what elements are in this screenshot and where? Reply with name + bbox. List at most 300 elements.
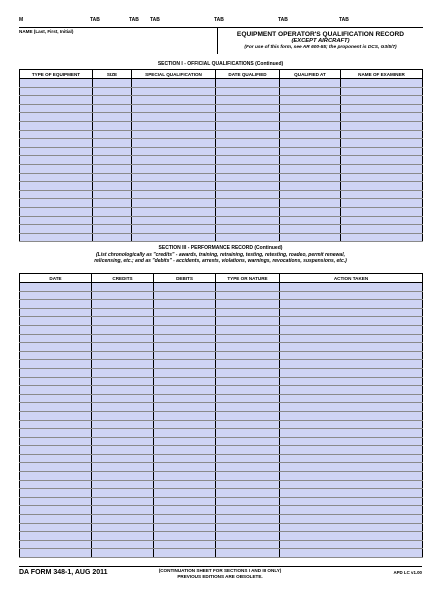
entry-cell[interactable] [132,121,216,130]
table-row [20,506,423,515]
entry-cell[interactable] [132,182,216,191]
entry-cell[interactable] [20,343,92,352]
entry-cell[interactable] [216,446,280,455]
entry-cell[interactable] [92,283,154,292]
entry-cell[interactable] [280,446,423,455]
entry-cell[interactable] [280,489,423,498]
entry-cell[interactable] [92,308,154,317]
entry-cell[interactable] [341,164,423,173]
entry-cell[interactable] [92,523,154,532]
entry-cell[interactable] [20,147,93,156]
entry-cell[interactable] [20,199,93,208]
table-row [20,96,423,105]
entry-cell[interactable] [280,360,423,369]
entry-cell[interactable] [154,523,216,532]
entry-cell[interactable] [341,79,423,88]
table-row [20,480,423,489]
entry-cell[interactable] [216,429,280,438]
entry-cell[interactable] [92,386,154,395]
entry-cell[interactable] [280,130,341,139]
entry-cell[interactable] [280,104,341,113]
entry-cell[interactable] [216,96,280,105]
entry-cell[interactable] [93,130,132,139]
entry-cell[interactable] [92,351,154,360]
entry-cell[interactable] [20,190,93,199]
entry-cell[interactable] [154,506,216,515]
entry-cell[interactable] [280,437,423,446]
entry-cell[interactable] [216,532,280,541]
entry-cell[interactable] [92,549,154,558]
entry-cell[interactable] [20,233,93,242]
entry-cell[interactable] [216,506,280,515]
entry-cell[interactable] [20,480,92,489]
entry-cell[interactable] [280,420,423,429]
entry-cell[interactable] [280,216,341,225]
entry-cell[interactable] [280,403,423,412]
entry-cell[interactable] [93,173,132,182]
entry-cell[interactable] [154,377,216,386]
entry-cell[interactable] [280,283,423,292]
section-3-heading [19,245,422,265]
entry-cell[interactable] [154,480,216,489]
entry-cell[interactable] [280,113,341,122]
entry-cell[interactable] [92,506,154,515]
entry-cell[interactable] [20,173,93,182]
entry-cell[interactable] [216,420,280,429]
entry-cell[interactable] [216,515,280,524]
entry-cell[interactable] [216,156,280,165]
entry-cell[interactable] [280,343,423,352]
entry-cell[interactable] [341,216,423,225]
entry-cell[interactable] [154,472,216,481]
entry-cell[interactable] [92,497,154,506]
entry-cell[interactable] [154,343,216,352]
entry-cell[interactable] [216,225,280,234]
entry-cell[interactable] [154,515,216,524]
entry-cell[interactable] [216,386,280,395]
entry-cell[interactable] [216,403,280,412]
entry-cell[interactable] [20,207,93,216]
entry-cell[interactable] [20,182,93,191]
entry-cell[interactable] [154,308,216,317]
entry-cell[interactable] [154,454,216,463]
entry-cell[interactable] [92,429,154,438]
entry-cell[interactable] [154,420,216,429]
entry-cell[interactable] [154,437,216,446]
entry-cell[interactable] [132,190,216,199]
entry-cell[interactable] [280,233,341,242]
entry-cell[interactable] [20,130,93,139]
entry-cell[interactable] [20,325,92,334]
entry-cell[interactable] [93,233,132,242]
entry-cell[interactable] [216,121,280,130]
table-row [20,411,423,420]
entry-cell[interactable] [216,199,280,208]
entry-cell[interactable] [154,351,216,360]
entry-cell[interactable] [341,173,423,182]
entry-cell[interactable] [93,104,132,113]
entry-cell[interactable] [20,446,92,455]
entry-cell[interactable] [280,506,423,515]
entry-cell[interactable] [216,343,280,352]
entry-cell[interactable] [20,386,92,395]
entry-cell[interactable] [280,291,423,300]
entry-cell[interactable] [341,233,423,242]
entry-cell[interactable] [341,147,423,156]
entry-cell[interactable] [216,480,280,489]
table-row [20,79,423,88]
entry-cell[interactable] [20,437,92,446]
entry-cell[interactable] [92,489,154,498]
entry-cell[interactable] [341,96,423,105]
entry-cell[interactable] [20,394,92,403]
entry-cell[interactable] [20,368,92,377]
entry-cell[interactable] [341,199,423,208]
entry-cell[interactable] [280,394,423,403]
entry-cell[interactable] [280,351,423,360]
entry-cell[interactable] [280,480,423,489]
entry-cell[interactable] [20,403,92,412]
entry-cell[interactable] [216,216,280,225]
entry-cell[interactable] [92,411,154,420]
entry-cell[interactable] [154,283,216,292]
entry-cell[interactable] [216,130,280,139]
entry-cell[interactable] [93,79,132,88]
entry-cell[interactable] [154,291,216,300]
entry-cell[interactable] [280,147,341,156]
entry-cell[interactable] [280,308,423,317]
entry-cell[interactable] [154,411,216,420]
entry-cell[interactable] [341,156,423,165]
entry-cell[interactable] [92,291,154,300]
entry-cell[interactable] [154,386,216,395]
entry-cell[interactable] [20,420,92,429]
entry-cell[interactable] [154,368,216,377]
entry-cell[interactable] [20,317,92,326]
entry-cell[interactable] [154,489,216,498]
entry-cell[interactable] [132,233,216,242]
entry-cell[interactable] [341,207,423,216]
entry-cell[interactable] [341,113,423,122]
entry-cell[interactable] [280,523,423,532]
entry-cell[interactable] [20,506,92,515]
entry-cell[interactable] [341,190,423,199]
entry-cell[interactable] [20,139,93,148]
entry-cell[interactable] [280,139,341,148]
entry-cell[interactable] [92,300,154,309]
entry-cell[interactable] [154,429,216,438]
table-row [20,368,423,377]
entry-cell[interactable] [280,300,423,309]
entry-cell[interactable] [20,79,93,88]
entry-cell[interactable] [132,156,216,165]
entry-cell[interactable] [93,96,132,105]
entry-cell[interactable] [20,532,92,541]
entry-cell[interactable] [20,225,93,234]
entry-cell[interactable] [92,540,154,549]
table-row [20,540,423,549]
entry-cell[interactable] [20,540,92,549]
entry-cell[interactable] [20,334,92,343]
entry-cell[interactable] [132,173,216,182]
entry-cell[interactable] [216,207,280,216]
entry-cell[interactable] [132,164,216,173]
entry-cell[interactable] [20,300,92,309]
entry-cell[interactable] [20,472,92,481]
entry-cell[interactable] [92,403,154,412]
entry-cell[interactable] [93,207,132,216]
entry-cell[interactable] [280,515,423,524]
entry-cell[interactable] [280,173,341,182]
entry-cell[interactable] [216,190,280,199]
footer-rule [19,566,422,567]
entry-cell[interactable] [93,216,132,225]
entry-cell[interactable] [280,532,423,541]
entry-cell[interactable] [132,130,216,139]
entry-cell[interactable] [216,164,280,173]
entry-cell[interactable] [280,411,423,420]
entry-cell[interactable] [132,199,216,208]
table-row [20,394,423,403]
section-3-instructions-line-2: relicensing, etc.; and as "debits" - accidents, arrests, violations, warnings, revocations, suspensions, etc.) [94,258,347,264]
entry-cell[interactable] [92,334,154,343]
entry-cell[interactable] [280,334,423,343]
entry-cell[interactable] [20,351,92,360]
form-number: DA FORM 348-1, AUG 2011 [19,569,108,576]
entry-cell[interactable] [216,368,280,377]
section-3-instructions-line-1: (List chronologically as "credits" - awards, training, retraining, testing, retesting, roadeo, permit renewal, [96,251,345,258]
entry-cell[interactable] [154,549,216,558]
entry-cell[interactable] [280,87,341,96]
table-row [20,377,423,386]
entry-cell[interactable] [216,549,280,558]
entry-cell[interactable] [93,87,132,96]
entry-cell[interactable] [154,497,216,506]
entry-cell[interactable] [216,325,280,334]
entry-cell[interactable] [154,325,216,334]
entry-cell[interactable] [20,523,92,532]
entry-cell[interactable] [92,343,154,352]
entry-cell[interactable] [132,147,216,156]
entry-cell[interactable] [154,360,216,369]
entry-cell[interactable] [280,164,341,173]
entry-cell[interactable] [280,540,423,549]
entry-cell[interactable] [92,437,154,446]
column-header: TYPE OR NATURE [216,274,280,283]
entry-cell[interactable] [132,79,216,88]
entry-cell[interactable] [20,291,92,300]
entry-cell[interactable] [20,113,93,122]
entry-cell[interactable] [280,497,423,506]
entry-cell[interactable] [280,463,423,472]
entry-cell[interactable] [280,317,423,326]
table-row [20,420,423,429]
entry-cell[interactable] [20,308,92,317]
table-row [20,182,423,191]
table-row [20,523,423,532]
entry-cell[interactable] [280,182,341,191]
entry-cell[interactable] [92,515,154,524]
table-row [20,454,423,463]
entry-cell[interactable] [280,472,423,481]
entry-cell[interactable] [20,411,92,420]
column-header: NAME OF EXAMINER [341,70,423,79]
entry-cell[interactable] [341,225,423,234]
entry-cell[interactable] [154,403,216,412]
entry-cell[interactable] [132,139,216,148]
entry-cell[interactable] [216,472,280,481]
entry-cell[interactable] [20,497,92,506]
entry-cell[interactable] [92,472,154,481]
entry-cell[interactable] [216,300,280,309]
entry-cell[interactable] [341,182,423,191]
entry-cell[interactable] [216,489,280,498]
entry-cell[interactable] [216,437,280,446]
entry-cell[interactable] [20,87,93,96]
entry-cell[interactable] [216,147,280,156]
entry-cell[interactable] [132,225,216,234]
table-row [20,489,423,498]
entry-cell[interactable] [92,454,154,463]
entry-cell[interactable] [92,463,154,472]
entry-cell[interactable] [20,429,92,438]
entry-cell[interactable] [92,360,154,369]
entry-cell[interactable] [20,216,93,225]
table-row [20,317,423,326]
entry-cell[interactable] [92,317,154,326]
entry-cell[interactable] [20,463,92,472]
entry-cell[interactable] [93,139,132,148]
entry-cell[interactable] [93,190,132,199]
table-row [20,497,423,506]
entry-cell[interactable] [216,283,280,292]
entry-cell[interactable] [341,104,423,113]
entry-cell[interactable] [132,216,216,225]
entry-cell[interactable] [93,156,132,165]
entry-cell[interactable] [280,368,423,377]
entry-cell[interactable] [280,79,341,88]
entry-cell[interactable] [132,207,216,216]
entry-cell[interactable] [93,121,132,130]
entry-cell[interactable] [280,377,423,386]
entry-cell[interactable] [216,411,280,420]
entry-cell[interactable] [216,233,280,242]
entry-cell[interactable] [92,532,154,541]
entry-cell[interactable] [20,360,92,369]
entry-cell[interactable] [280,156,341,165]
entry-cell[interactable] [216,540,280,549]
entry-cell[interactable] [132,96,216,105]
entry-cell[interactable] [154,394,216,403]
entry-cell[interactable] [216,334,280,343]
entry-cell[interactable] [20,96,93,105]
entry-cell[interactable] [280,454,423,463]
entry-cell[interactable] [93,182,132,191]
entry-cell[interactable] [92,394,154,403]
entry-cell[interactable] [280,429,423,438]
entry-cell[interactable] [280,121,341,130]
entry-cell[interactable] [20,489,92,498]
entry-cell[interactable] [154,446,216,455]
entry-cell[interactable] [216,463,280,472]
entry-cell[interactable] [93,199,132,208]
entry-cell[interactable] [216,394,280,403]
entry-cell[interactable] [280,96,341,105]
entry-cell[interactable] [280,325,423,334]
entry-cell[interactable] [132,104,216,113]
entry-cell[interactable] [20,283,92,292]
entry-cell[interactable] [216,182,280,191]
entry-cell[interactable] [216,454,280,463]
entry-cell[interactable] [280,549,423,558]
entry-cell[interactable] [93,147,132,156]
entry-cell[interactable] [280,386,423,395]
entry-cell[interactable] [216,173,280,182]
entry-cell[interactable] [216,360,280,369]
entry-cell[interactable] [20,377,92,386]
entry-cell[interactable] [132,87,216,96]
entry-cell[interactable] [341,87,423,96]
entry-cell[interactable] [93,113,132,122]
entry-cell[interactable] [216,291,280,300]
entry-cell[interactable] [216,377,280,386]
entry-cell[interactable] [93,164,132,173]
footer-notes [140,568,300,580]
entry-cell[interactable] [341,139,423,148]
entry-cell[interactable] [216,317,280,326]
entry-cell[interactable] [154,540,216,549]
entry-cell[interactable] [216,104,280,113]
entry-cell[interactable] [280,207,341,216]
entry-cell[interactable] [92,377,154,386]
entry-cell[interactable] [216,139,280,148]
entry-cell[interactable] [341,121,423,130]
entry-cell[interactable] [216,308,280,317]
entry-cell[interactable] [216,113,280,122]
entry-cell[interactable] [216,497,280,506]
entry-cell[interactable] [154,334,216,343]
entry-cell[interactable] [20,156,93,165]
entry-cell[interactable] [280,199,341,208]
entry-cell[interactable] [92,325,154,334]
entry-cell[interactable] [20,515,92,524]
entry-cell[interactable] [20,121,93,130]
entry-cell[interactable] [92,420,154,429]
version-label: APD LC v1.00 [393,570,422,575]
name-field[interactable] [19,27,217,54]
entry-cell[interactable] [154,532,216,541]
entry-cell[interactable] [341,130,423,139]
entry-cell[interactable] [216,523,280,532]
entry-cell[interactable] [20,549,92,558]
entry-cell[interactable] [20,454,92,463]
entry-cell[interactable] [92,446,154,455]
entry-cell[interactable] [216,79,280,88]
entry-cell[interactable] [93,225,132,234]
entry-cell[interactable] [280,225,341,234]
entry-cell[interactable] [154,300,216,309]
entry-cell[interactable] [20,164,93,173]
entry-cell[interactable] [216,351,280,360]
entry-cell[interactable] [20,104,93,113]
entry-cell[interactable] [132,113,216,122]
entry-cell[interactable] [154,317,216,326]
entry-cell[interactable] [92,480,154,489]
entry-cell[interactable] [92,368,154,377]
entry-cell[interactable] [280,190,341,199]
entry-cell[interactable] [154,463,216,472]
entry-cell[interactable] [216,87,280,96]
